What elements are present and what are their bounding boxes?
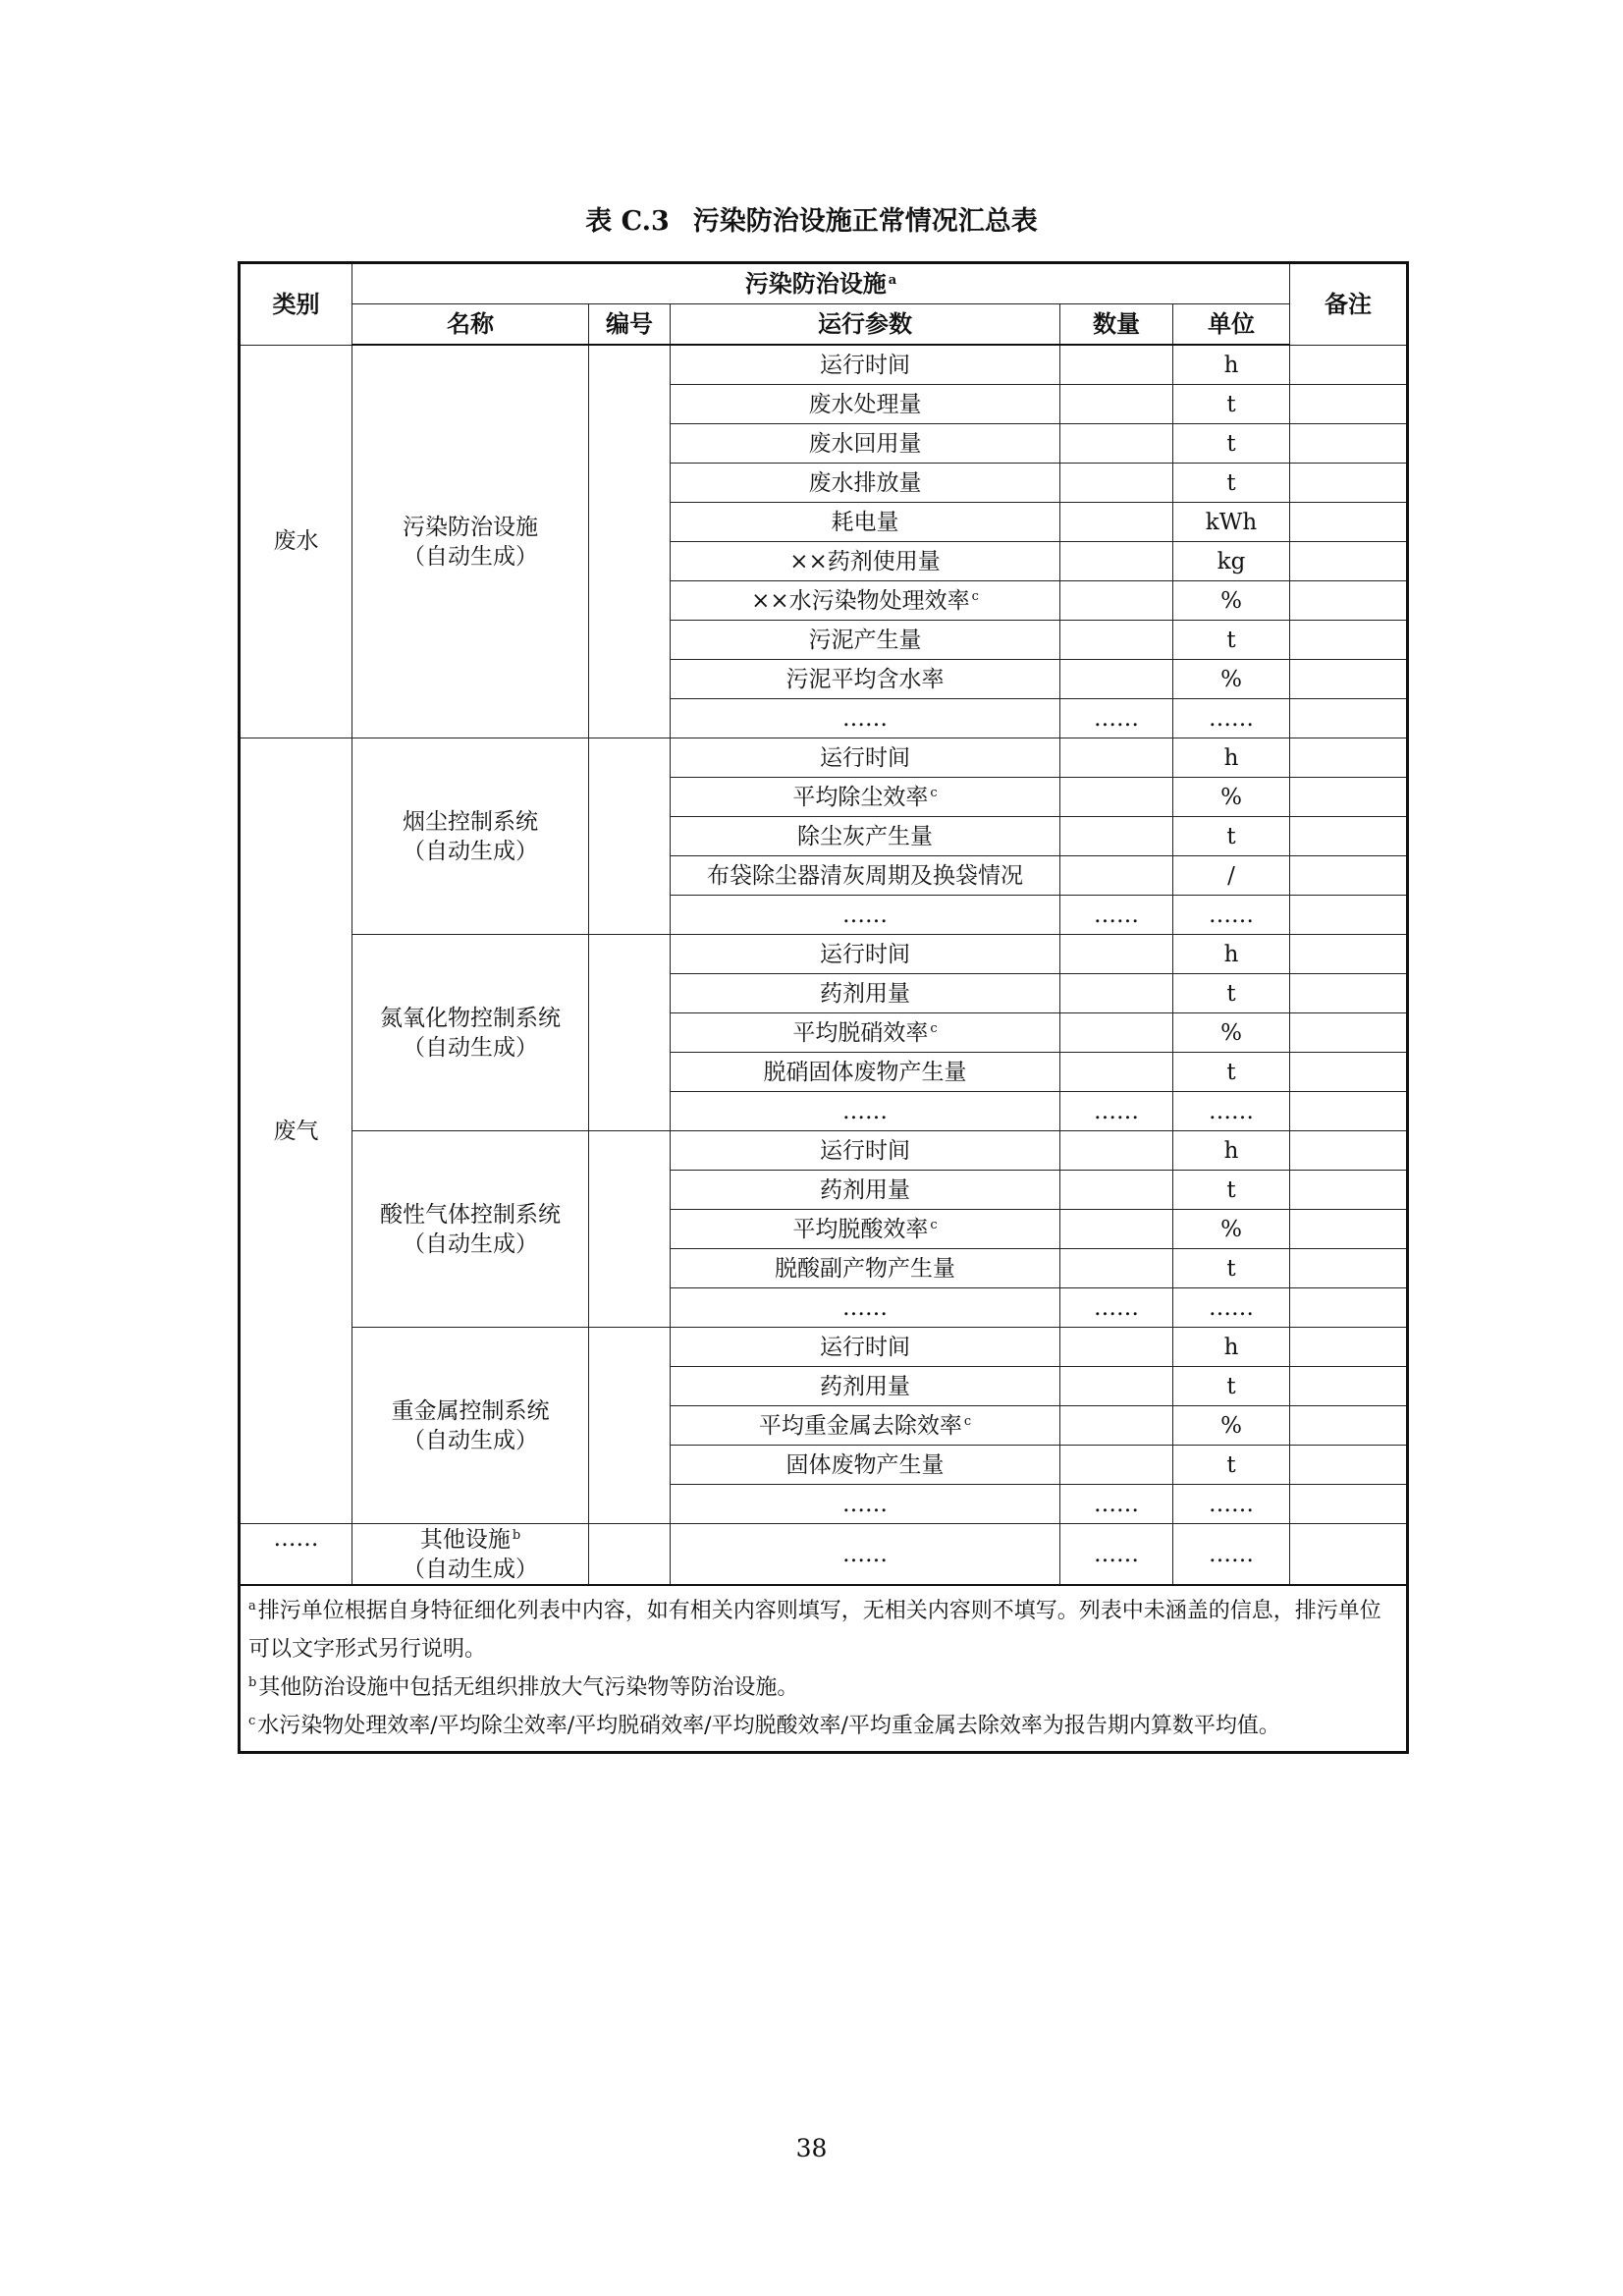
facility-name-line: 重金属控制系统 [391, 1397, 550, 1424]
remarks-cell [1290, 856, 1408, 896]
page-number: 38 [795, 2134, 828, 2162]
param-cell [671, 581, 1060, 621]
param-cell [671, 1328, 1060, 1367]
param-label: 脱酸副产物产生量 [775, 1255, 955, 1282]
unit-cell: % [1173, 1210, 1290, 1249]
param-label: 污泥产生量 [808, 627, 922, 653]
param-label: …… [842, 1098, 888, 1124]
param-label: 固体废物产生量 [785, 1451, 945, 1478]
quantity-cell [1060, 464, 1173, 503]
footnote-marker: b [512, 1527, 521, 1543]
facility-name-cell [352, 1131, 589, 1328]
quantity-cell [1060, 1249, 1173, 1288]
facility-code-cell [589, 1131, 671, 1328]
param-label: 运行时间 [820, 352, 910, 378]
quantity-cell [1060, 503, 1173, 542]
remarks-cell [1290, 1131, 1408, 1171]
unit-cell: / [1173, 856, 1290, 896]
param-cell [671, 542, 1060, 581]
table-title [0, 199, 1623, 238]
param-cell [671, 1485, 1060, 1524]
facility-name-line: 酸性气体控制系统 [380, 1201, 561, 1228]
footnote-text: 水污染物处理效率/平均除尘效率/平均脱硝效率/平均脱酸效率/平均重金属去除效率为报告期内算数平均值。 [257, 1714, 1280, 1738]
quantity-cell [1060, 1406, 1173, 1446]
unit-cell: % [1173, 1013, 1290, 1053]
remarks-cell [1290, 817, 1408, 856]
param-cell [671, 974, 1060, 1013]
param-label: …… [842, 902, 888, 928]
param-label: …… [842, 705, 888, 732]
unit-cell: t [1173, 1367, 1290, 1406]
param-cell [671, 424, 1060, 464]
facility-name-cell [352, 738, 589, 935]
param-label: 药剂用量 [820, 1373, 910, 1399]
remarks-cell [1290, 385, 1408, 424]
footnote-marker: c [971, 588, 979, 604]
quantity-cell: …… [1060, 699, 1173, 738]
param-cell [671, 1131, 1060, 1171]
footnote-marker: c [963, 1413, 972, 1429]
table-number: 表 C.3 [585, 206, 670, 237]
category-cell: 废气 [240, 738, 352, 1524]
remarks-cell [1290, 1485, 1408, 1524]
param-label: …… [842, 1491, 888, 1517]
remarks-cell [1290, 1092, 1408, 1131]
facility-name-cell [352, 1524, 589, 1586]
table-row [240, 1524, 1408, 1586]
footnote [248, 1707, 1396, 1745]
facility-name-cell [352, 935, 589, 1131]
table-row [240, 1131, 1408, 1171]
unit-cell: t [1173, 1249, 1290, 1288]
param-label: 平均重金属去除效率 [758, 1412, 962, 1439]
quantity-cell [1060, 660, 1173, 699]
param-cell [671, 1406, 1060, 1446]
remarks-cell [1290, 542, 1408, 581]
facility-name-line [356, 1525, 584, 1555]
header-facility-group: 污染防治设施 $^a$ [352, 263, 1290, 304]
param-label: 药剂用量 [820, 980, 910, 1007]
quantity-cell [1060, 1171, 1173, 1210]
unit-cell: …… [1173, 1288, 1290, 1328]
param-cell [671, 817, 1060, 856]
quantity-cell [1060, 581, 1173, 621]
param-cell [671, 1249, 1060, 1288]
facility-name-line: （自动生成） [403, 1230, 538, 1257]
facility-name-line: （自动生成） [403, 1034, 538, 1061]
facility-name-line: （自动生成） [403, 1427, 538, 1453]
remarks-cell [1290, 503, 1408, 542]
header-remarks: 备注 [1290, 263, 1408, 346]
remarks-cell [1290, 1524, 1408, 1586]
param-label: 运行时间 [820, 1137, 910, 1164]
unit-cell: % [1173, 778, 1290, 817]
quantity-cell: …… [1060, 1485, 1173, 1524]
remarks-cell [1290, 1053, 1408, 1092]
param-cell [671, 699, 1060, 738]
unit-cell: h [1173, 345, 1290, 385]
facility-name-line: 氮氧化物控制系统 [380, 1005, 561, 1031]
param-cell [671, 464, 1060, 503]
unit-cell: h [1173, 935, 1290, 974]
quantity-cell: …… [1060, 896, 1173, 935]
remarks-cell [1290, 896, 1408, 935]
unit-cell: t [1173, 1446, 1290, 1485]
footnote-marker: c [930, 785, 938, 800]
param-cell [671, 503, 1060, 542]
param-cell [671, 1210, 1060, 1249]
param-label: 污泥平均含水率 [785, 666, 945, 692]
param-label: ××水污染物处理效率 [751, 587, 970, 614]
param-label: ××药剂使用量 [789, 548, 941, 574]
unit-cell: % [1173, 1406, 1290, 1446]
unit-cell: t [1173, 464, 1290, 503]
facility-name-line: （自动生成） [403, 543, 538, 570]
param-cell [671, 1367, 1060, 1406]
unit-cell: t [1173, 621, 1290, 660]
param-label: 运行时间 [820, 744, 910, 771]
remarks-cell [1290, 935, 1408, 974]
quantity-cell [1060, 1328, 1173, 1367]
facility-code-cell [589, 345, 671, 738]
param-label: 平均脱酸效率 [792, 1216, 929, 1242]
quantity-cell [1060, 1210, 1173, 1249]
unit-cell: t [1173, 974, 1290, 1013]
category-cell: …… [240, 1524, 352, 1586]
param-label: 废水处理量 [808, 391, 922, 417]
param-cell: …… [671, 1524, 1060, 1586]
footnote-text: 排污单位根据自身特征细化列表中内容，如有相关内容则填写，无相关内容则不填写。列表中未涵盖的信息，排污单位可以文字形式另行说明。 [248, 1599, 1381, 1662]
param-label: 除尘灰产生量 [797, 823, 933, 849]
remarks-cell [1290, 1328, 1408, 1367]
footnote-marker: b [248, 1675, 257, 1690]
notes-cell [240, 1585, 1408, 1753]
quantity-cell [1060, 1013, 1173, 1053]
param-cell [671, 385, 1060, 424]
footnote [248, 1592, 1396, 1668]
param-cell [671, 738, 1060, 778]
facility-code-cell [589, 935, 671, 1131]
remarks-cell [1290, 738, 1408, 778]
remarks-cell [1290, 1367, 1408, 1406]
table-title-text: 污染防治设施正常情况汇总表 [692, 206, 1038, 237]
unit-cell: t [1173, 385, 1290, 424]
param-label: 运行时间 [820, 941, 910, 967]
param-label: 废水回用量 [808, 430, 922, 457]
remarks-cell [1290, 1406, 1408, 1446]
remarks-cell [1290, 660, 1408, 699]
facility-name-line: （自动生成） [403, 838, 538, 864]
param-label: …… [842, 1294, 888, 1321]
quantity-cell [1060, 935, 1173, 974]
param-cell [671, 1288, 1060, 1328]
quantity-cell [1060, 974, 1173, 1013]
footnote-marker: a [888, 273, 897, 288]
header-unit: 单位 [1173, 304, 1290, 346]
remarks-cell [1290, 1210, 1408, 1249]
facility-name-line: 烟尘控制系统 [403, 808, 538, 835]
remarks-cell [1290, 1288, 1408, 1328]
header-code: 编号 [589, 304, 671, 346]
quantity-cell [1060, 542, 1173, 581]
remarks-cell [1290, 1446, 1408, 1485]
unit-cell: h [1173, 1131, 1290, 1171]
quantity-cell [1060, 1446, 1173, 1485]
quantity-cell [1060, 424, 1173, 464]
facility-code-cell [589, 1328, 671, 1524]
unit-cell: …… [1173, 896, 1290, 935]
table-row [240, 935, 1408, 974]
quantity-cell [1060, 738, 1173, 778]
quantity-cell [1060, 1053, 1173, 1092]
remarks-cell [1290, 1249, 1408, 1288]
remarks-cell [1290, 1171, 1408, 1210]
facility-code-cell [589, 1524, 671, 1586]
unit-cell: kg [1173, 542, 1290, 581]
unit-cell: t [1173, 424, 1290, 464]
footnote-marker: a [248, 1599, 256, 1613]
param-label: 耗电量 [831, 509, 899, 535]
remarks-cell [1290, 699, 1408, 738]
param-cell [671, 1446, 1060, 1485]
quantity-cell [1060, 778, 1173, 817]
unit-cell: t [1173, 817, 1290, 856]
quantity-cell: …… [1060, 1524, 1173, 1586]
quantity-cell: …… [1060, 1092, 1173, 1131]
header-params: 运行参数 [671, 304, 1060, 346]
table-row [240, 1328, 1408, 1367]
unit-cell: kWh [1173, 503, 1290, 542]
param-cell [671, 1013, 1060, 1053]
footnote-text: 其他防治设施中包括无组织排放大气污染物等防治设施。 [258, 1675, 799, 1700]
param-label: 平均除尘效率 [792, 784, 929, 810]
param-cell [671, 660, 1060, 699]
footnote-marker: c [930, 1217, 938, 1232]
remarks-cell [1290, 974, 1408, 1013]
notes-row [240, 1585, 1408, 1753]
facility-name-line: 污染防治设施 [403, 514, 538, 540]
param-label: 运行时间 [820, 1334, 910, 1360]
param-label: 平均脱硝效率 [792, 1019, 929, 1046]
param-label: 布袋除尘器清灰周期及换袋情况 [707, 862, 1023, 889]
unit-cell: % [1173, 660, 1290, 699]
remarks-cell [1290, 621, 1408, 660]
param-cell [671, 935, 1060, 974]
quantity-cell [1060, 1367, 1173, 1406]
remarks-cell [1290, 581, 1408, 621]
param-cell [671, 345, 1060, 385]
table-row [240, 345, 1408, 385]
remarks-cell [1290, 464, 1408, 503]
quantity-cell [1060, 1131, 1173, 1171]
param-cell [671, 621, 1060, 660]
footnote [248, 1668, 1396, 1707]
header-category: 类别 [240, 263, 352, 346]
remarks-cell [1290, 778, 1408, 817]
unit-cell: t [1173, 1053, 1290, 1092]
facility-name-text: 其他设施 [419, 1526, 511, 1553]
unit-cell: h [1173, 1328, 1290, 1367]
param-cell [671, 856, 1060, 896]
remarks-cell [1290, 1013, 1408, 1053]
facility-name-cell [352, 1328, 589, 1524]
quantity-cell: …… [1060, 1288, 1173, 1328]
param-cell [671, 1092, 1060, 1131]
param-label: 药剂用量 [820, 1176, 910, 1203]
facility-summary-table [238, 261, 1409, 1754]
footnote-marker: c [248, 1714, 256, 1728]
param-cell [671, 1053, 1060, 1092]
header-name: 名称 [352, 304, 589, 346]
unit-cell: …… [1173, 1092, 1290, 1131]
unit-cell: …… [1173, 699, 1290, 738]
param-cell [671, 896, 1060, 935]
facility-name-cell [352, 345, 589, 738]
param-cell [671, 778, 1060, 817]
quantity-cell [1060, 856, 1173, 896]
remarks-cell [1290, 424, 1408, 464]
unit-cell: …… [1173, 1524, 1290, 1586]
unit-cell: % [1173, 581, 1290, 621]
quantity-cell [1060, 817, 1173, 856]
quantity-cell [1060, 385, 1173, 424]
param-cell [671, 1171, 1060, 1210]
table-row [240, 738, 1408, 778]
unit-cell: t [1173, 1171, 1290, 1210]
facility-code-cell [589, 738, 671, 935]
footnote-marker: c [930, 1020, 938, 1036]
quantity-cell [1060, 345, 1173, 385]
category-cell: 废水 [240, 345, 352, 738]
facility-name-line: （自动生成） [403, 1556, 538, 1582]
unit-cell: h [1173, 738, 1290, 778]
param-label: 废水排放量 [808, 469, 922, 496]
unit-cell: …… [1173, 1485, 1290, 1524]
remarks-cell [1290, 345, 1408, 385]
header-quantity: 数量 [1060, 304, 1173, 346]
quantity-cell [1060, 621, 1173, 660]
param-label: 脱硝固体废物产生量 [763, 1059, 967, 1085]
